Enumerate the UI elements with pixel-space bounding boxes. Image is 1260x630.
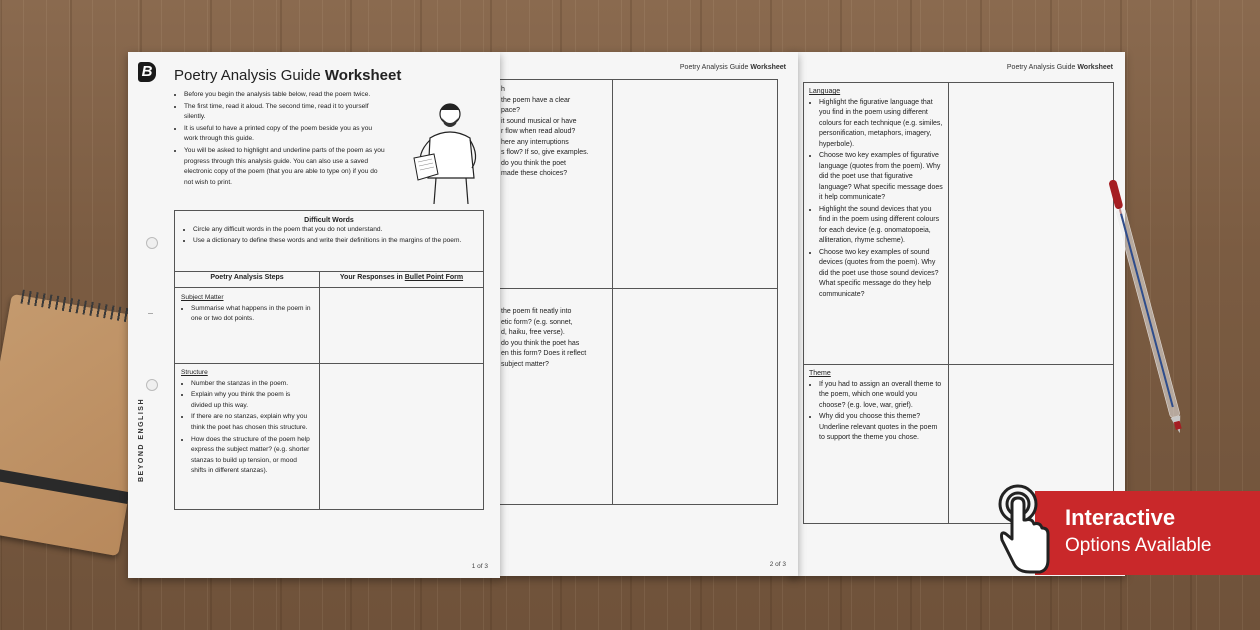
language-item: • Highlight the sound devices that you find in the poem using different colours for each device (e.g. onomatopoeia, alliteration, rhyme scheme). bbox=[819, 205, 943, 247]
analysis-table bbox=[174, 210, 484, 510]
col-header-responses: Your Responses in Bullet Point Form bbox=[339, 274, 464, 281]
hole-mark bbox=[148, 313, 153, 314]
rhythm-line: do you think the poet bbox=[501, 159, 566, 167]
binder-hole bbox=[146, 379, 158, 391]
rhythm-response-cell[interactable] bbox=[612, 79, 778, 289]
logo-b-icon: B bbox=[138, 62, 156, 82]
notebook-band bbox=[0, 466, 129, 504]
language-item: • Choose two key examples of sound devices (quotes from the poem). Why did the poet use those sound devices? What specific message do they help communicate? bbox=[819, 248, 943, 301]
binder-hole bbox=[146, 237, 158, 249]
worksheet-page-1 bbox=[128, 52, 500, 578]
rhythm-step-cell bbox=[496, 79, 613, 289]
intro-item: • Before you begin the analysis table below, read the poem twice. bbox=[184, 90, 386, 101]
structure-response[interactable] bbox=[320, 364, 483, 509]
table-divider bbox=[175, 271, 483, 272]
rhythm-line: pace? bbox=[501, 107, 521, 114]
form-line: the poem fit neatly into bbox=[501, 308, 572, 315]
structure-cell bbox=[181, 368, 311, 478]
intro-item: • The first time, read it aloud. The second time, read it to yourself silently. bbox=[184, 102, 386, 123]
rhythm-line: r flow when read aloud? bbox=[501, 128, 576, 135]
intro-item: • You will be asked to highlight and underline parts of the poem as you progress through this analysis guide. You can also use a saved electronic copy of the poem (that you are able to type on) if you do not wish to print. bbox=[184, 146, 386, 188]
structure-item: • How does the structure of the poem help express the subject matter? (e.g. shorter stanzas to build up tension, or mood shifts in different stanzas). bbox=[191, 435, 311, 477]
rhythm-text bbox=[501, 96, 608, 180]
theme-item: • If you had to assign an overall theme to the poem, which one would you choose? (e.g. love, war, grief). bbox=[819, 380, 943, 412]
theme-title: Theme bbox=[809, 370, 831, 377]
intro-instructions bbox=[176, 90, 386, 189]
intro-list bbox=[176, 90, 386, 188]
language-step-cell bbox=[803, 82, 949, 365]
badge-line2: Options Available bbox=[1065, 535, 1212, 556]
form-text bbox=[501, 307, 608, 370]
subject-matter-response[interactable] bbox=[320, 288, 483, 362]
rhythm-line: the poem have a clear bbox=[501, 96, 571, 104]
structure-title: Structure bbox=[181, 369, 208, 376]
rhythm-line: it sound musical or have bbox=[501, 117, 577, 125]
page2-header: Poetry Analysis Guide Worksheet bbox=[679, 64, 786, 71]
form-line: d, haiku, free verse). bbox=[501, 329, 565, 336]
subject-matter-item: • Summarise what happens in the poem in one or two dot points. bbox=[191, 304, 311, 325]
difficult-words-item: • Circle any difficult words in the poem that you do not understand. bbox=[193, 225, 477, 236]
language-response-cell[interactable] bbox=[948, 82, 1114, 365]
brand-vertical: BEYOND ENGLISH bbox=[138, 397, 145, 482]
difficult-words-item: • Use a dictionary to define these words and write their definitions in the margins of the poem. bbox=[193, 236, 477, 247]
language-item: • Highlight the figurative language that you find in the poem using different colours for each technique (e.g. similes, personification, metaphors, imagery, hyperbole). bbox=[819, 98, 943, 151]
subject-matter-list bbox=[181, 304, 311, 325]
theme-item: • Why did you choose this theme? Underline relevant quotes in the poem to support the theme you chose. bbox=[819, 412, 943, 444]
page-title: Poetry Analysis Guide Worksheet bbox=[174, 67, 402, 84]
form-step-cell bbox=[496, 288, 613, 505]
form-line: en this form? Does it reflect bbox=[501, 350, 587, 357]
difficult-words-title: Difficult Words bbox=[304, 217, 354, 224]
intro-item: • It is useful to have a printed copy of the poem beside you as you work through this guide. bbox=[184, 124, 386, 145]
rhythm-line: made these choices? bbox=[501, 170, 568, 177]
form-response-cell[interactable] bbox=[612, 288, 778, 505]
structure-item: • Explain why you think the poem is divided up this way. bbox=[191, 390, 311, 411]
touch-hand-icon bbox=[996, 484, 1052, 576]
language-list bbox=[809, 98, 943, 301]
difficult-words-list bbox=[183, 225, 477, 246]
language-title: Language bbox=[809, 88, 841, 95]
page2-number: 2 of 3 bbox=[769, 561, 786, 568]
structure-list bbox=[181, 379, 311, 477]
form-line: subject matter? bbox=[501, 360, 549, 368]
subject-matter-cell bbox=[181, 293, 311, 326]
structure-item: • Number the stanzas in the poem. bbox=[191, 379, 311, 390]
worksheet-page-2 bbox=[498, 52, 798, 576]
col-header-steps: Poetry Analysis Steps bbox=[210, 274, 284, 281]
form-line: etic form? (e.g. sonnet, bbox=[501, 318, 573, 326]
badge-line1: Interactive bbox=[1065, 505, 1176, 530]
teacher-illustration bbox=[392, 96, 486, 206]
theme-list bbox=[809, 380, 943, 444]
page1-number: 1 of 3 bbox=[471, 563, 488, 570]
form-line: do you think the poet has bbox=[501, 339, 580, 347]
page3-header: Poetry Analysis Guide Worksheet bbox=[1006, 64, 1113, 71]
language-item: • Choose two key examples of figurative language (quotes from the poem). Why did the poet use that figurative language? What specific message does it help communicate? bbox=[819, 151, 943, 204]
structure-item: • If there are no stanzas, explain why you think the poet has chosen this structure. bbox=[191, 412, 311, 433]
interactive-badge bbox=[1035, 491, 1260, 575]
rhythm-line: s flow? If so, give examples. bbox=[501, 149, 589, 156]
subject-matter-title: Subject Matter bbox=[181, 294, 224, 301]
rhythm-title: h bbox=[501, 86, 505, 93]
theme-step-cell bbox=[803, 364, 949, 524]
rhythm-line: here any interruptions bbox=[501, 138, 569, 146]
